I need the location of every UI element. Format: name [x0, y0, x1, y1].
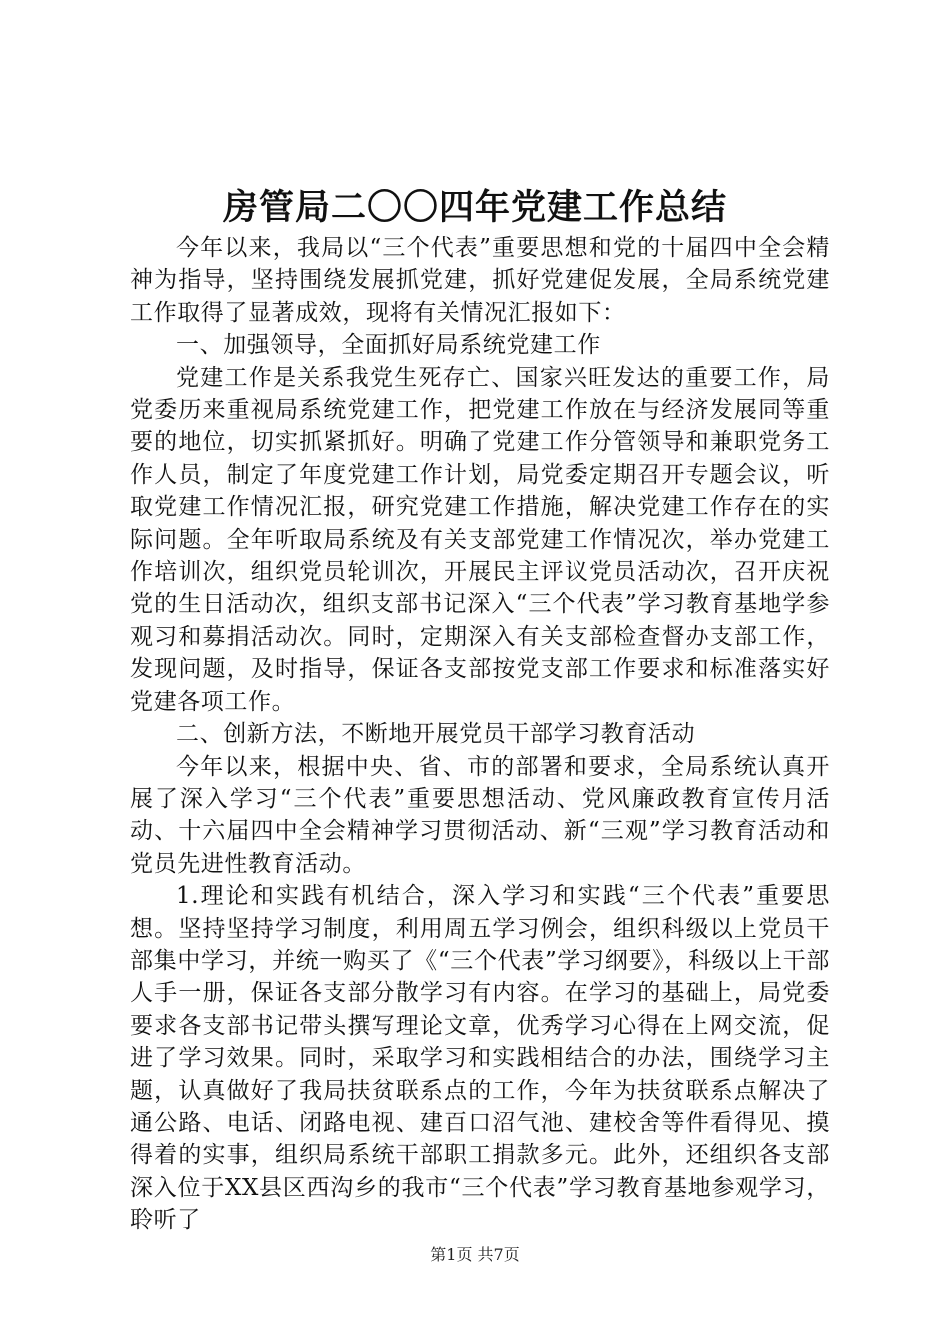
paragraph-section-2: 今年以来，根据中央、省、市的部署和要求，全局系统认真开展了深入学习“三个代表”重要思想活动、党风廉政教育宣传月活动、十六届四中全会精神学习贯彻活动、新“三观”学习教育活动和党员先进性教育活动。	[130, 753, 830, 877]
section-heading-1: 一、加强领导，全面抓好局系统党建工作	[176, 332, 601, 359]
paragraph-subsection-1: 1.理论和实践有机结合，深入学习和实践“三个代表”重要思想。坚持坚持学习制度，利用周五学习例会，组织科级以上党员干部集中学习，并统一购买了《“三个代表”学习纲要》，科级以上干部人手一册，保证各支部分散学习有内容。在学习的基础上，局党委要求各支部书记带头撰写理论文章，优秀学习心得在上网交流，促进了学习效果。同时，采取学习和实践相结合的办法，围绕学习主题，认真做好了我局扶贫联系点的工作，今年为扶贫联系点解决了通公路、电话、闭路电视、建百口沼气池、建校舍等件看得见、摸得着的实事，组织局系统干部职工捐款多元。此外，还组织各支部深入位于XX县区西沟乡的我市“三个代表”学习教育基地参观学习，聆听了	[130, 883, 830, 1234]
page-footer: 第1页 共7页	[430, 1245, 520, 1264]
document-body	[130, 232, 830, 1237]
paragraph-intro: 今年以来，我局以“三个代表”重要思想和党的十届四中全会精神为指导，坚持围绕发展抓党建，抓好党建促发展，全局系统党建工作取得了显著成效，现将有关情况汇报如下：	[130, 235, 830, 326]
section-heading-2: 二、创新方法，不断地开展党员干部学习教育活动	[176, 721, 696, 748]
paragraph-section-1: 党建工作是关系我党生死存亡、国家兴旺发达的重要工作，局党委历来重视局系统党建工作，把党建工作放在与经济发展同等重要的地位，切实抓紧抓好。明确了党建工作分管领导和兼职党务工作人员，制定了年度党建工作计划，局党委定期召开专题会议，听取党建工作情况汇报，研究党建工作措施，解决党建工作存在的实际问题。全年听取局系统及有关支部党建工作情况次，举办党建工作培训次，组织党员轮训次，开展民主评议党员活动次，召开庆祝党的生日活动次，组织支部书记深入“三个代表”学习教育基地学参观习和募捐活动次。同时，定期深入有关支部检查督办支部工作，发现问题，及时指导，保证各支部按党支部工作要求和标准落实好党建各项工作。	[130, 364, 830, 715]
document-title: 房管局二〇〇四年党建工作总结	[222, 187, 727, 228]
